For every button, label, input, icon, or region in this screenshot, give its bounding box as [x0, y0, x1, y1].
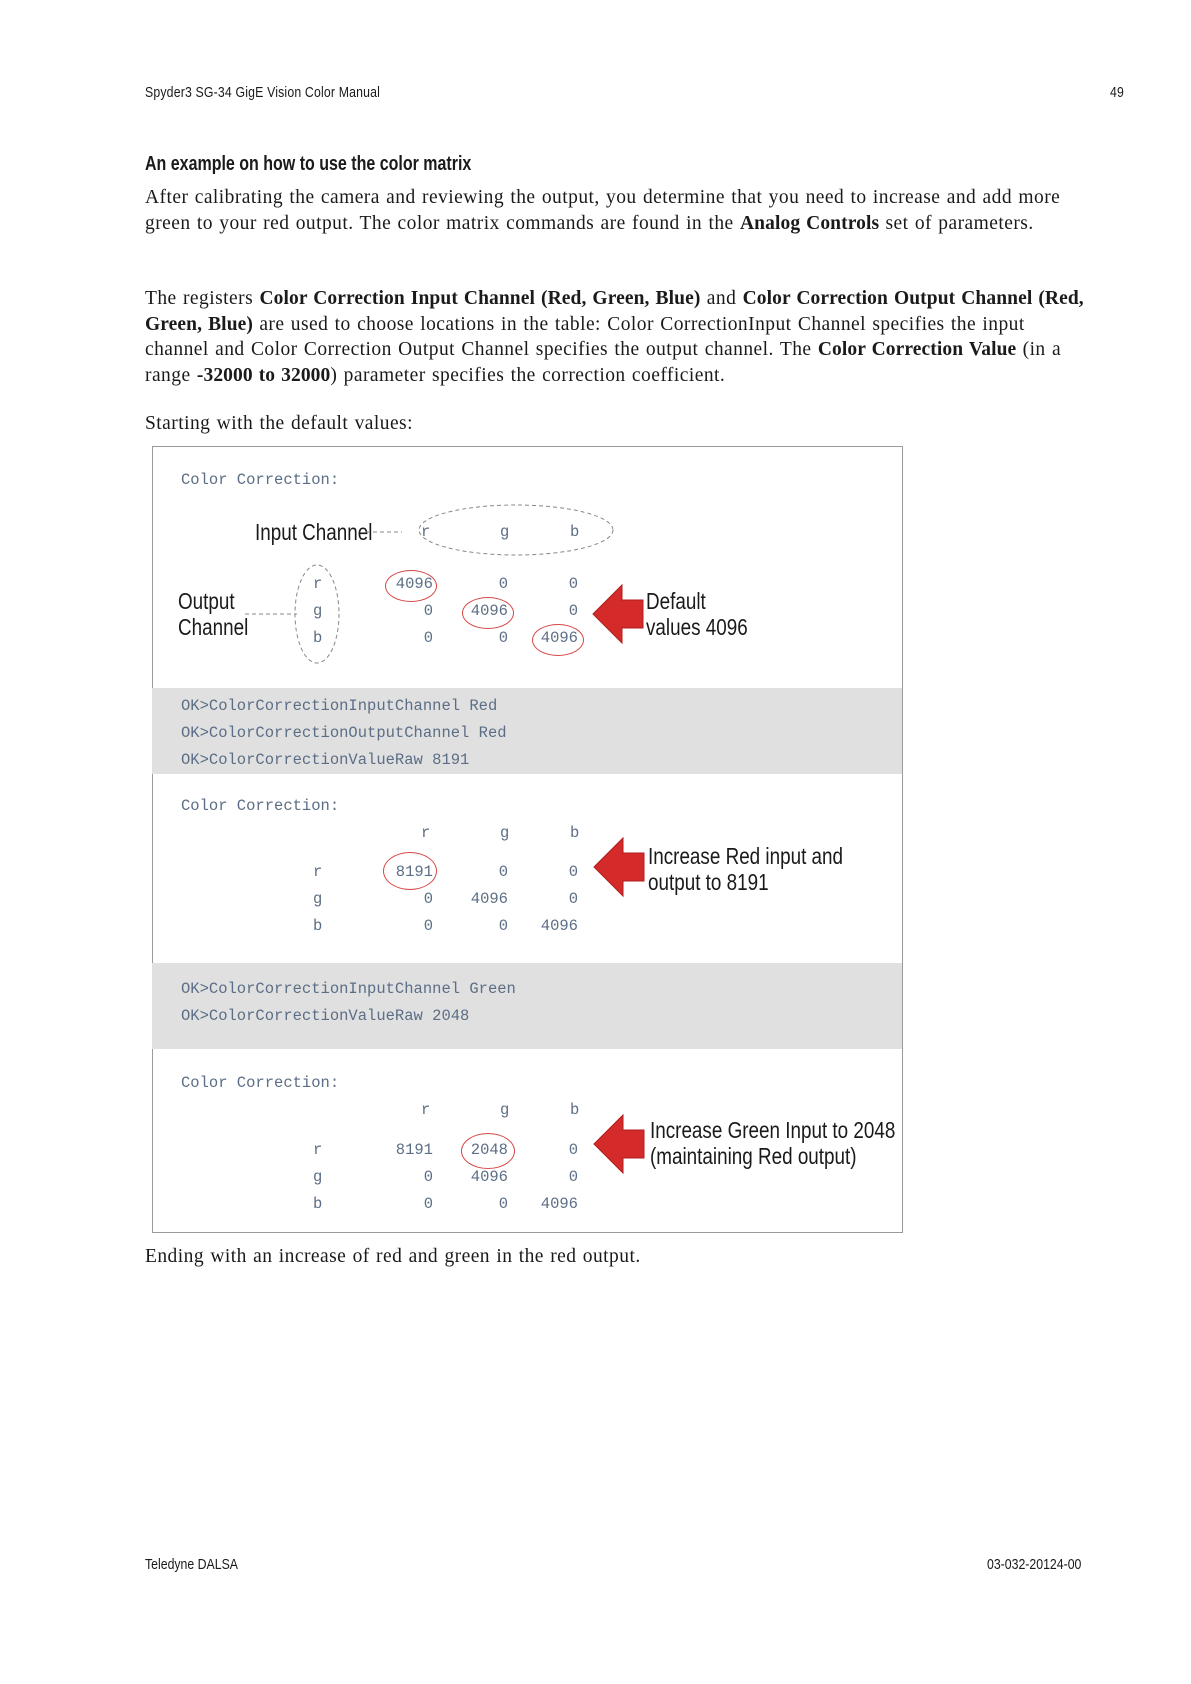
callout2-line1: Increase Red input and	[648, 843, 844, 869]
command-line: OK>ColorCorrectionOutputChannel Red	[181, 724, 507, 742]
m2-r2c1: 0	[498, 917, 508, 935]
ending-paragraph: Ending with an increase of red and green in the red output.	[145, 1246, 641, 1267]
block2-row-r: r	[313, 863, 323, 881]
block3-col-g: g	[500, 1101, 510, 1119]
m3-r0c2: 0	[568, 1141, 578, 1159]
block1-row-r: r	[313, 575, 323, 593]
block2-col-r: r	[421, 824, 431, 842]
block2-col-g: g	[500, 824, 510, 842]
output-label-line2: Channel	[178, 614, 249, 640]
block3-row-g: g	[313, 1168, 323, 1186]
m1-r2c1: 0	[498, 629, 508, 647]
footer-doc-number: 03-032-20124-00	[987, 1556, 1082, 1573]
m3-r2c1: 0	[498, 1195, 508, 1213]
block2-col-b: b	[570, 824, 580, 842]
page-number: 49	[1110, 84, 1125, 101]
output-label-line1: Output	[178, 588, 235, 614]
block1-row-g: g	[313, 602, 323, 620]
m1-r1c2: 0	[568, 602, 578, 620]
block3-title: Color Correction:	[181, 1074, 340, 1092]
intro-paragraph: After calibrating the camera and reviewing the output, you determine that you need to increase and add more green to your red output. The color matrix commands are found in the Analog Controls set of parameters.	[145, 187, 1061, 234]
m1-r2c0: 0	[423, 629, 433, 647]
command-line: OK>ColorCorrectionInputChannel Green	[181, 980, 516, 998]
m1-r0c0: 4096	[395, 575, 433, 593]
section-heading: An example on how to use the color matrix	[145, 153, 472, 175]
m3-r0c1: 2048	[470, 1141, 508, 1159]
m2-r0c0: 8191	[395, 863, 433, 881]
output-channel-ellipse	[295, 565, 339, 663]
block1-title: Color Correction:	[181, 471, 340, 489]
m3-r1c1: 4096	[470, 1168, 508, 1186]
footer-company: Teledyne DALSA	[145, 1556, 238, 1573]
m1-r2c2: 4096	[540, 629, 578, 647]
callout1-line2: values 4096	[646, 614, 748, 640]
m2-r0c1: 0	[498, 863, 508, 881]
block3-col-r: r	[421, 1101, 431, 1119]
m2-r1c2: 0	[568, 890, 578, 908]
block1-row-b: b	[313, 629, 323, 647]
callout2-line2: output to 8191	[648, 869, 769, 895]
block2-row-b: b	[313, 917, 323, 935]
m1-r0c1: 0	[498, 575, 508, 593]
m1-r1c1: 4096	[470, 602, 508, 620]
m2-r2c0: 0	[423, 917, 433, 935]
default-values-intro: Starting with the default values:	[145, 413, 413, 434]
m3-r0c0: 8191	[395, 1141, 433, 1159]
running-header-title: Spyder3 SG-34 GigE Vision Color Manual	[145, 84, 381, 101]
m3-r1c0: 0	[423, 1168, 433, 1186]
block1-col-g: g	[500, 523, 510, 541]
m2-r1c1: 4096	[470, 890, 508, 908]
m2-r0c2: 0	[568, 863, 578, 881]
input-channel-label: Input Channel	[255, 519, 373, 545]
m2-r2c2: 4096	[540, 917, 578, 935]
arrow-icon	[593, 585, 643, 643]
m3-r1c2: 0	[568, 1168, 578, 1186]
callout1-line1: Default	[646, 588, 706, 614]
arrow-icon	[594, 1115, 644, 1173]
m1-r1c0: 0	[423, 602, 433, 620]
input-channel-ellipse	[419, 505, 613, 555]
block1-col-r: r	[421, 523, 431, 541]
command-line: OK>ColorCorrectionInputChannel Red	[181, 697, 498, 715]
command-line: OK>ColorCorrectionValueRaw 2048	[181, 1007, 470, 1025]
command-line: OK>ColorCorrectionValueRaw 8191	[181, 751, 470, 769]
block2-row-g: g	[313, 890, 323, 908]
arrow-icon	[594, 838, 644, 896]
m3-r2c2: 4096	[540, 1195, 578, 1213]
block1-col-b: b	[570, 523, 580, 541]
callout3-line2: (maintaining Red output)	[650, 1143, 857, 1169]
callout3-line1: Increase Green Input to 2048	[650, 1117, 896, 1143]
block3-col-b: b	[570, 1101, 580, 1119]
m3-r2c0: 0	[423, 1195, 433, 1213]
block3-row-r: r	[313, 1141, 323, 1159]
registers-paragraph: The registers Color Correction Input Channel (Red, Green, Blue) and Color Correction Output Channel (Red, Green, Blue) are used to choose locations in the table: Color CorrectionInput Channel specifies the input channel and Color Correction Output Channel specifies the output channel. The Color Correction Value (in a range -32000 to 32000) parameter specifies the correction coefficient.	[145, 288, 1084, 386]
m1-r0c2: 0	[568, 575, 578, 593]
m2-r1c0: 0	[423, 890, 433, 908]
block2-title: Color Correction:	[181, 797, 340, 815]
block3-row-b: b	[313, 1195, 323, 1213]
